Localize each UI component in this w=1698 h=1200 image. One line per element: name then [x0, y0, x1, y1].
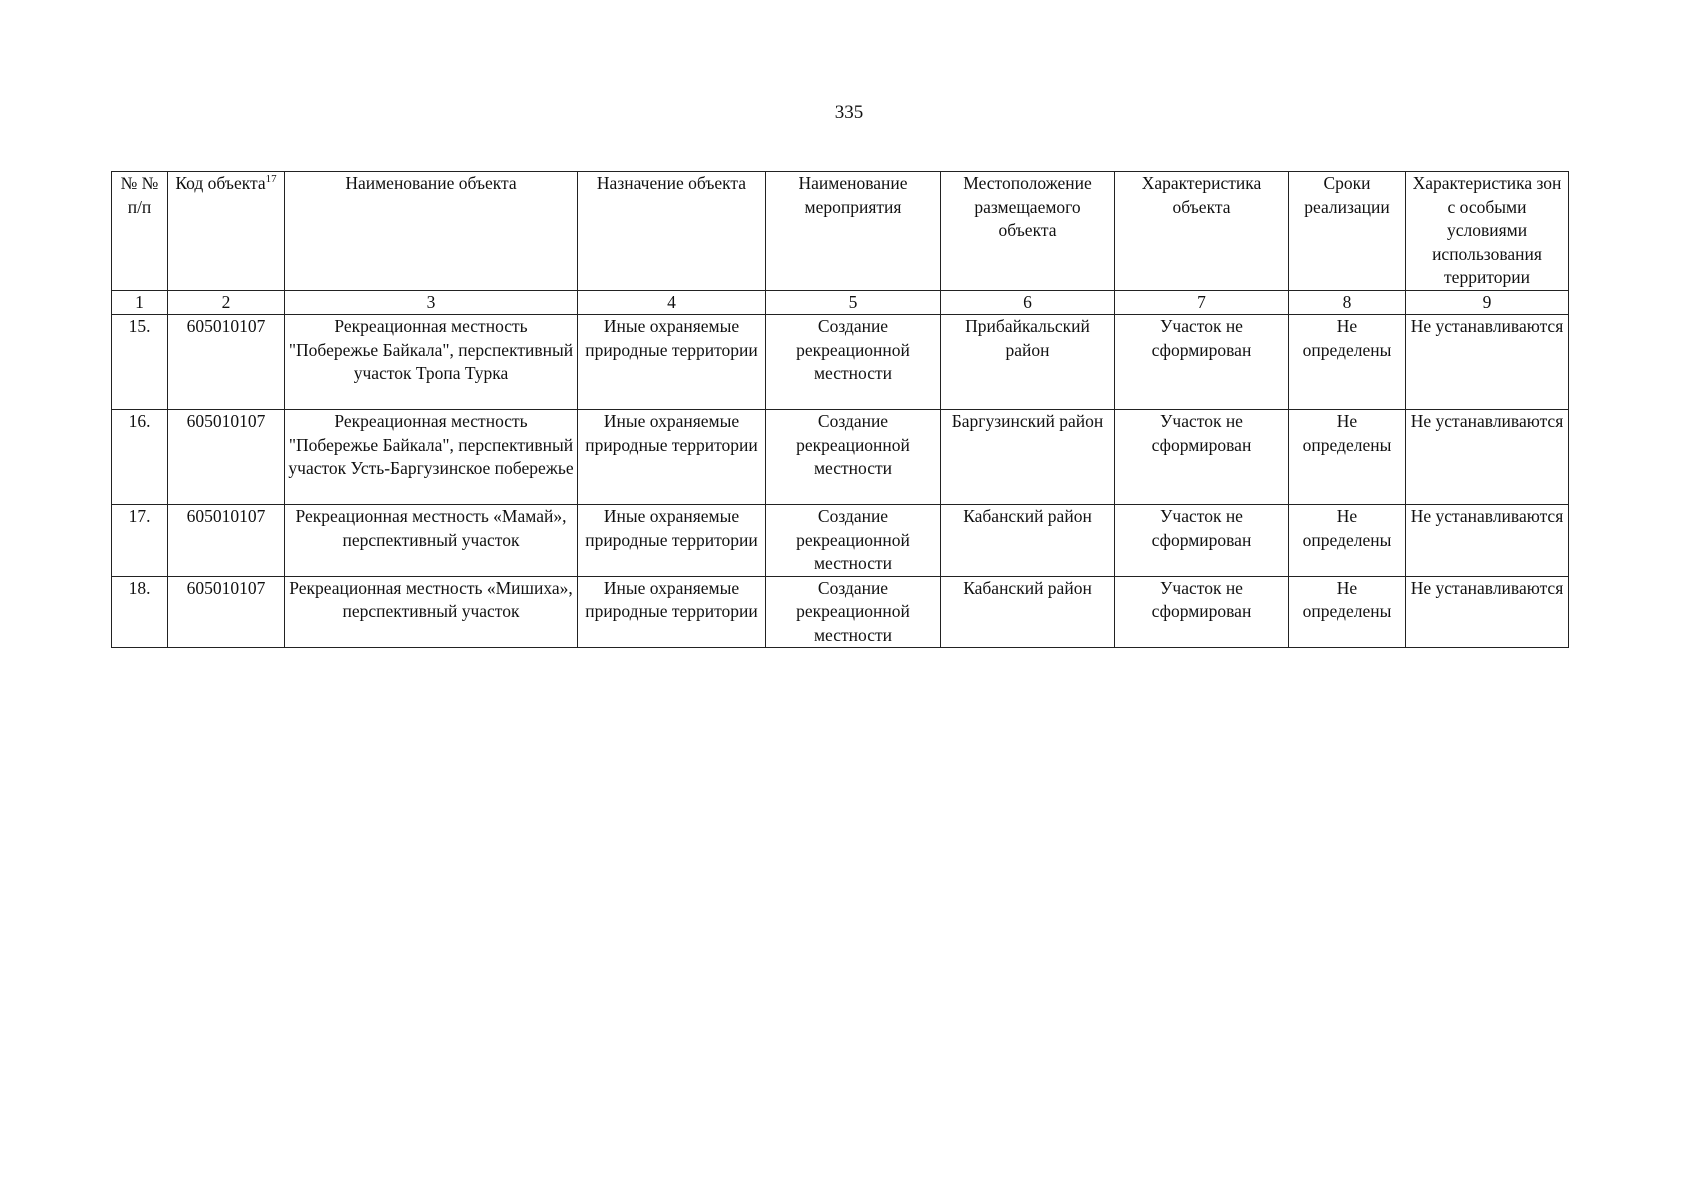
column-number-row — [112, 291, 1569, 315]
cell-zones: Не устанавливаются — [1406, 410, 1569, 505]
table-row — [112, 576, 1569, 648]
column-number: 6 — [941, 291, 1115, 315]
header-zones: Характеристика зон с особыми условиями использования территории — [1406, 172, 1569, 291]
column-number: 2 — [168, 291, 285, 315]
cell-zones: Не устанавливаются — [1406, 576, 1569, 648]
cell-code: 605010107 — [168, 315, 285, 410]
cell-number: 15. — [112, 315, 168, 410]
cell-event: Создание рекреационной местности — [766, 315, 941, 410]
cell-number: 18. — [112, 576, 168, 648]
footnote-marker: 17 — [265, 173, 277, 186]
cell-code: 605010107 — [168, 505, 285, 577]
table-row — [112, 505, 1569, 577]
cell-event: Создание рекреационной местности — [766, 410, 941, 505]
cell-purpose: Иные охраняемые природные территории — [578, 410, 766, 505]
table-row — [112, 315, 1569, 410]
column-number: 8 — [1289, 291, 1406, 315]
header-event-name: Наименование мероприятия — [766, 172, 941, 291]
page-number: 335 — [834, 102, 864, 123]
cell-location: Прибайкальский район — [941, 315, 1115, 410]
cell-name: Рекреационная местность "Побережье Байкала", перспективный участок Тропа Турка — [285, 315, 578, 410]
header-object-name: Наименование объекта — [285, 172, 578, 291]
cell-number: 17. — [112, 505, 168, 577]
cell-zones: Не устанавливаются — [1406, 315, 1569, 410]
header-object-code — [168, 172, 285, 291]
cell-characteristic: Участок не сформирован — [1115, 505, 1289, 577]
table-row — [112, 410, 1569, 505]
cell-number: 16. — [112, 410, 168, 505]
cell-name: Рекреационная местность «Мамай», перспективный участок — [285, 505, 578, 577]
cell-code: 605010107 — [168, 410, 285, 505]
cell-characteristic: Участок не сформирован — [1115, 315, 1289, 410]
cell-location: Кабанский район — [941, 576, 1115, 648]
cell-purpose: Иные охраняемые природные территории — [578, 505, 766, 577]
column-number: 5 — [766, 291, 941, 315]
column-number: 4 — [578, 291, 766, 315]
header-number: № № п/п — [112, 172, 168, 291]
objects-table — [111, 171, 1569, 648]
cell-terms: Не определены — [1289, 410, 1406, 505]
header-location: Местоположение размещаемого объекта — [941, 172, 1115, 291]
column-number: 1 — [112, 291, 168, 315]
cell-name: Рекреационная местность "Побережье Байкала", перспективный участок Усть-Баргузинское побережье — [285, 410, 578, 505]
cell-purpose: Иные охраняемые природные территории — [578, 576, 766, 648]
column-number: 7 — [1115, 291, 1289, 315]
cell-name: Рекреационная местность «Мишиха», перспективный участок — [285, 576, 578, 648]
cell-zones: Не устанавливаются — [1406, 505, 1569, 577]
cell-location: Баргузинский район — [941, 410, 1115, 505]
header-object-purpose: Назначение объекта — [578, 172, 766, 291]
cell-event: Создание рекреационной местности — [766, 505, 941, 577]
cell-characteristic: Участок не сформирован — [1115, 576, 1289, 648]
header-characteristic: Характеристика объекта — [1115, 172, 1289, 291]
cell-terms: Не определены — [1289, 505, 1406, 577]
column-number: 3 — [285, 291, 578, 315]
cell-event: Создание рекреационной местности — [766, 576, 941, 648]
table-header-row — [112, 172, 1569, 291]
column-number: 9 — [1406, 291, 1569, 315]
header-object-code-label: Код объекта — [175, 173, 266, 193]
cell-terms: Не определены — [1289, 315, 1406, 410]
cell-code: 605010107 — [168, 576, 285, 648]
cell-location: Кабанский район — [941, 505, 1115, 577]
cell-purpose: Иные охраняемые природные территории — [578, 315, 766, 410]
cell-characteristic: Участок не сформирован — [1115, 410, 1289, 505]
cell-terms: Не определены — [1289, 576, 1406, 648]
header-terms: Сроки реализации — [1289, 172, 1406, 291]
